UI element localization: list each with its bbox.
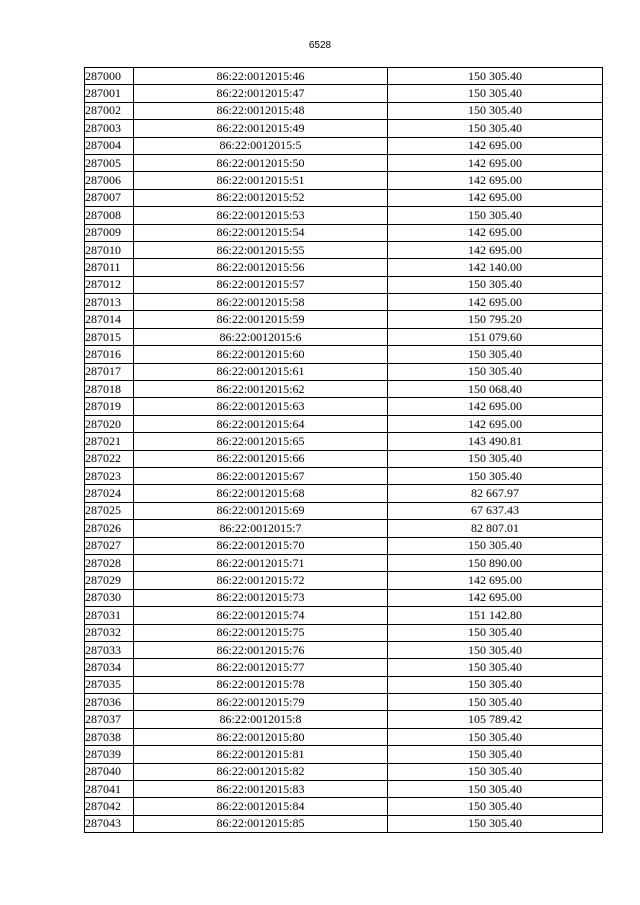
cadastral-number-cell: 86:22:0012015:62 bbox=[134, 381, 388, 398]
table-row bbox=[85, 641, 603, 658]
table-row bbox=[85, 102, 603, 119]
row-number-cell: 287015 bbox=[85, 328, 134, 345]
row-number-cell: 287017 bbox=[85, 363, 134, 380]
row-number-cell: 287033 bbox=[85, 641, 134, 658]
cadastral-number-cell: 86:22:0012015:61 bbox=[134, 363, 388, 380]
cadastral-value-cell: 151 079.60 bbox=[388, 328, 603, 345]
cadastral-value-cell: 150 305.40 bbox=[388, 624, 603, 641]
table-row bbox=[85, 659, 603, 676]
row-number-cell: 287010 bbox=[85, 241, 134, 258]
cadastral-number-cell: 86:22:0012015:71 bbox=[134, 554, 388, 571]
cadastral-value-cell: 150 305.40 bbox=[388, 798, 603, 815]
table-row bbox=[85, 485, 603, 502]
cadastral-value-cell: 150 305.40 bbox=[388, 746, 603, 763]
table-row bbox=[85, 154, 603, 171]
table-row bbox=[85, 467, 603, 484]
table-row bbox=[85, 676, 603, 693]
row-number-cell: 287011 bbox=[85, 259, 134, 276]
cadastral-number-cell: 86:22:0012015:82 bbox=[134, 763, 388, 780]
row-number-cell: 287024 bbox=[85, 485, 134, 502]
cadastral-value-cell: 150 305.40 bbox=[388, 781, 603, 798]
row-number-cell: 287025 bbox=[85, 502, 134, 519]
table-row bbox=[85, 241, 603, 258]
cadastral-number-cell: 86:22:0012015:7 bbox=[134, 520, 388, 537]
cadastral-number-cell: 86:22:0012015:72 bbox=[134, 572, 388, 589]
row-number-cell: 287032 bbox=[85, 624, 134, 641]
table-row bbox=[85, 68, 603, 85]
row-number-cell: 287036 bbox=[85, 694, 134, 711]
table-row bbox=[85, 746, 603, 763]
table-row bbox=[85, 398, 603, 415]
cadastral-number-cell: 86:22:0012015:66 bbox=[134, 450, 388, 467]
cadastral-number-cell: 86:22:0012015:83 bbox=[134, 781, 388, 798]
cadastral-value-cell: 150 305.40 bbox=[388, 728, 603, 745]
cadastral-value-cell: 150 305.40 bbox=[388, 102, 603, 119]
cadastral-value-cell: 142 695.00 bbox=[388, 154, 603, 171]
table-row bbox=[85, 763, 603, 780]
row-number-cell: 287003 bbox=[85, 120, 134, 137]
cadastral-value-cell: 142 695.00 bbox=[388, 294, 603, 311]
row-number-cell: 287013 bbox=[85, 294, 134, 311]
cadastral-number-cell: 86:22:0012015:6 bbox=[134, 328, 388, 345]
cadastral-value-table bbox=[84, 67, 603, 833]
cadastral-value-cell: 150 305.40 bbox=[388, 346, 603, 363]
cadastral-value-cell: 150 305.40 bbox=[388, 659, 603, 676]
cadastral-value-cell: 150 305.40 bbox=[388, 120, 603, 137]
cadastral-value-cell: 150 068.40 bbox=[388, 381, 603, 398]
row-number-cell: 287041 bbox=[85, 781, 134, 798]
table-row bbox=[85, 415, 603, 432]
table-row bbox=[85, 815, 603, 832]
row-number-cell: 287007 bbox=[85, 189, 134, 206]
row-number-cell: 287001 bbox=[85, 85, 134, 102]
cadastral-value-cell: 143 490.81 bbox=[388, 433, 603, 450]
row-number-cell: 287021 bbox=[85, 433, 134, 450]
table-row bbox=[85, 311, 603, 328]
row-number-cell: 287002 bbox=[85, 102, 134, 119]
cadastral-number-cell: 86:22:0012015:49 bbox=[134, 120, 388, 137]
cadastral-number-cell: 86:22:0012015:48 bbox=[134, 102, 388, 119]
row-number-cell: 287031 bbox=[85, 607, 134, 624]
table-row bbox=[85, 624, 603, 641]
cadastral-number-cell: 86:22:0012015:70 bbox=[134, 537, 388, 554]
cadastral-number-cell: 86:22:0012015:59 bbox=[134, 311, 388, 328]
cadastral-value-cell: 142 695.00 bbox=[388, 189, 603, 206]
table-row bbox=[85, 537, 603, 554]
table-row bbox=[85, 520, 603, 537]
cadastral-value-cell: 82 667.97 bbox=[388, 485, 603, 502]
cadastral-value-cell: 150 305.40 bbox=[388, 815, 603, 832]
cadastral-number-cell: 86:22:0012015:68 bbox=[134, 485, 388, 502]
table-row bbox=[85, 137, 603, 154]
cadastral-number-cell: 86:22:0012015:52 bbox=[134, 189, 388, 206]
row-number-cell: 287042 bbox=[85, 798, 134, 815]
row-number-cell: 287008 bbox=[85, 207, 134, 224]
cadastral-number-cell: 86:22:0012015:74 bbox=[134, 607, 388, 624]
cadastral-value-cell: 67 637.43 bbox=[388, 502, 603, 519]
cadastral-value-cell: 82 807.01 bbox=[388, 520, 603, 537]
table-row bbox=[85, 694, 603, 711]
cadastral-value-cell: 150 305.40 bbox=[388, 694, 603, 711]
cadastral-number-cell: 86:22:0012015:65 bbox=[134, 433, 388, 450]
cadastral-value-cell: 150 890.00 bbox=[388, 554, 603, 571]
cadastral-number-cell: 86:22:0012015:58 bbox=[134, 294, 388, 311]
cadastral-value-cell: 150 305.40 bbox=[388, 450, 603, 467]
table-row bbox=[85, 276, 603, 293]
row-number-cell: 287029 bbox=[85, 572, 134, 589]
cadastral-number-cell: 86:22:0012015:79 bbox=[134, 694, 388, 711]
cadastral-number-cell: 86:22:0012015:46 bbox=[134, 68, 388, 85]
cadastral-number-cell: 86:22:0012015:51 bbox=[134, 172, 388, 189]
table-row bbox=[85, 207, 603, 224]
cadastral-value-cell: 150 305.40 bbox=[388, 276, 603, 293]
table-row bbox=[85, 450, 603, 467]
cadastral-number-cell: 86:22:0012015:63 bbox=[134, 398, 388, 415]
table-row bbox=[85, 572, 603, 589]
row-number-cell: 287043 bbox=[85, 815, 134, 832]
cadastral-number-cell: 86:22:0012015:67 bbox=[134, 467, 388, 484]
table-row bbox=[85, 328, 603, 345]
table-row bbox=[85, 294, 603, 311]
row-number-cell: 287018 bbox=[85, 381, 134, 398]
row-number-cell: 287016 bbox=[85, 346, 134, 363]
cadastral-value-cell: 150 305.40 bbox=[388, 641, 603, 658]
row-number-cell: 287030 bbox=[85, 589, 134, 606]
table-row bbox=[85, 711, 603, 728]
cadastral-value-cell: 142 695.00 bbox=[388, 137, 603, 154]
cadastral-value-cell: 142 695.00 bbox=[388, 589, 603, 606]
cadastral-number-cell: 86:22:0012015:69 bbox=[134, 502, 388, 519]
cadastral-number-cell: 86:22:0012015:81 bbox=[134, 746, 388, 763]
cadastral-number-cell: 86:22:0012015:8 bbox=[134, 711, 388, 728]
table-row bbox=[85, 728, 603, 745]
cadastral-number-cell: 86:22:0012015:73 bbox=[134, 589, 388, 606]
cadastral-number-cell: 86:22:0012015:85 bbox=[134, 815, 388, 832]
cadastral-number-cell: 86:22:0012015:53 bbox=[134, 207, 388, 224]
cadastral-number-cell: 86:22:0012015:64 bbox=[134, 415, 388, 432]
row-number-cell: 287022 bbox=[85, 450, 134, 467]
cadastral-number-cell: 86:22:0012015:47 bbox=[134, 85, 388, 102]
row-number-cell: 287023 bbox=[85, 467, 134, 484]
cadastral-value-cell: 150 305.40 bbox=[388, 68, 603, 85]
cadastral-value-cell: 150 305.40 bbox=[388, 676, 603, 693]
table-row bbox=[85, 259, 603, 276]
cadastral-number-cell: 86:22:0012015:77 bbox=[134, 659, 388, 676]
cadastral-value-cell: 142 695.00 bbox=[388, 572, 603, 589]
cadastral-number-cell: 86:22:0012015:60 bbox=[134, 346, 388, 363]
cadastral-value-cell: 151 142.80 bbox=[388, 607, 603, 624]
cadastral-number-cell: 86:22:0012015:57 bbox=[134, 276, 388, 293]
cadastral-number-cell: 86:22:0012015:84 bbox=[134, 798, 388, 815]
row-number-cell: 287028 bbox=[85, 554, 134, 571]
cadastral-value-cell: 142 695.00 bbox=[388, 224, 603, 241]
table-row bbox=[85, 172, 603, 189]
cadastral-value-cell: 142 695.00 bbox=[388, 415, 603, 432]
table-row bbox=[85, 554, 603, 571]
cadastral-value-cell: 150 305.40 bbox=[388, 85, 603, 102]
cadastral-value-cell: 150 305.40 bbox=[388, 537, 603, 554]
table-row bbox=[85, 363, 603, 380]
row-number-cell: 287039 bbox=[85, 746, 134, 763]
cadastral-number-cell: 86:22:0012015:5 bbox=[134, 137, 388, 154]
row-number-cell: 287037 bbox=[85, 711, 134, 728]
row-number-cell: 287026 bbox=[85, 520, 134, 537]
table-row bbox=[85, 224, 603, 241]
cadastral-value-cell: 150 305.40 bbox=[388, 763, 603, 780]
table-row bbox=[85, 120, 603, 137]
table-row bbox=[85, 781, 603, 798]
row-number-cell: 287040 bbox=[85, 763, 134, 780]
cadastral-number-cell: 86:22:0012015:56 bbox=[134, 259, 388, 276]
table-row bbox=[85, 589, 603, 606]
row-number-cell: 287019 bbox=[85, 398, 134, 415]
cadastral-value-cell: 150 305.40 bbox=[388, 467, 603, 484]
row-number-cell: 287000 bbox=[85, 68, 134, 85]
table-row bbox=[85, 381, 603, 398]
table-row bbox=[85, 189, 603, 206]
row-number-cell: 287035 bbox=[85, 676, 134, 693]
cadastral-value-cell: 142 140.00 bbox=[388, 259, 603, 276]
row-number-cell: 287009 bbox=[85, 224, 134, 241]
cadastral-value-cell: 150 795.20 bbox=[388, 311, 603, 328]
table-body bbox=[85, 68, 603, 833]
cadastral-number-cell: 86:22:0012015:50 bbox=[134, 154, 388, 171]
row-number-cell: 287020 bbox=[85, 415, 134, 432]
row-number-cell: 287014 bbox=[85, 311, 134, 328]
row-number-cell: 287034 bbox=[85, 659, 134, 676]
row-number-cell: 287027 bbox=[85, 537, 134, 554]
row-number-cell: 287006 bbox=[85, 172, 134, 189]
table-row bbox=[85, 607, 603, 624]
cadastral-value-cell: 142 695.00 bbox=[388, 172, 603, 189]
row-number-cell: 287004 bbox=[85, 137, 134, 154]
table-row bbox=[85, 502, 603, 519]
cadastral-value-cell: 142 695.00 bbox=[388, 398, 603, 415]
cadastral-number-cell: 86:22:0012015:78 bbox=[134, 676, 388, 693]
row-number-cell: 287012 bbox=[85, 276, 134, 293]
cadastral-value-cell: 142 695.00 bbox=[388, 241, 603, 258]
row-number-cell: 287038 bbox=[85, 728, 134, 745]
cadastral-value-cell: 150 305.40 bbox=[388, 363, 603, 380]
table-row bbox=[85, 85, 603, 102]
cadastral-number-cell: 86:22:0012015:54 bbox=[134, 224, 388, 241]
cadastral-number-cell: 86:22:0012015:76 bbox=[134, 641, 388, 658]
cadastral-number-cell: 86:22:0012015:80 bbox=[134, 728, 388, 745]
table-row bbox=[85, 433, 603, 450]
table-row bbox=[85, 346, 603, 363]
cadastral-number-cell: 86:22:0012015:75 bbox=[134, 624, 388, 641]
cadastral-value-cell: 150 305.40 bbox=[388, 207, 603, 224]
cadastral-value-cell: 105 789.42 bbox=[388, 711, 603, 728]
page-number: 6528 bbox=[308, 40, 332, 51]
table-row bbox=[85, 798, 603, 815]
row-number-cell: 287005 bbox=[85, 154, 134, 171]
cadastral-number-cell: 86:22:0012015:55 bbox=[134, 241, 388, 258]
